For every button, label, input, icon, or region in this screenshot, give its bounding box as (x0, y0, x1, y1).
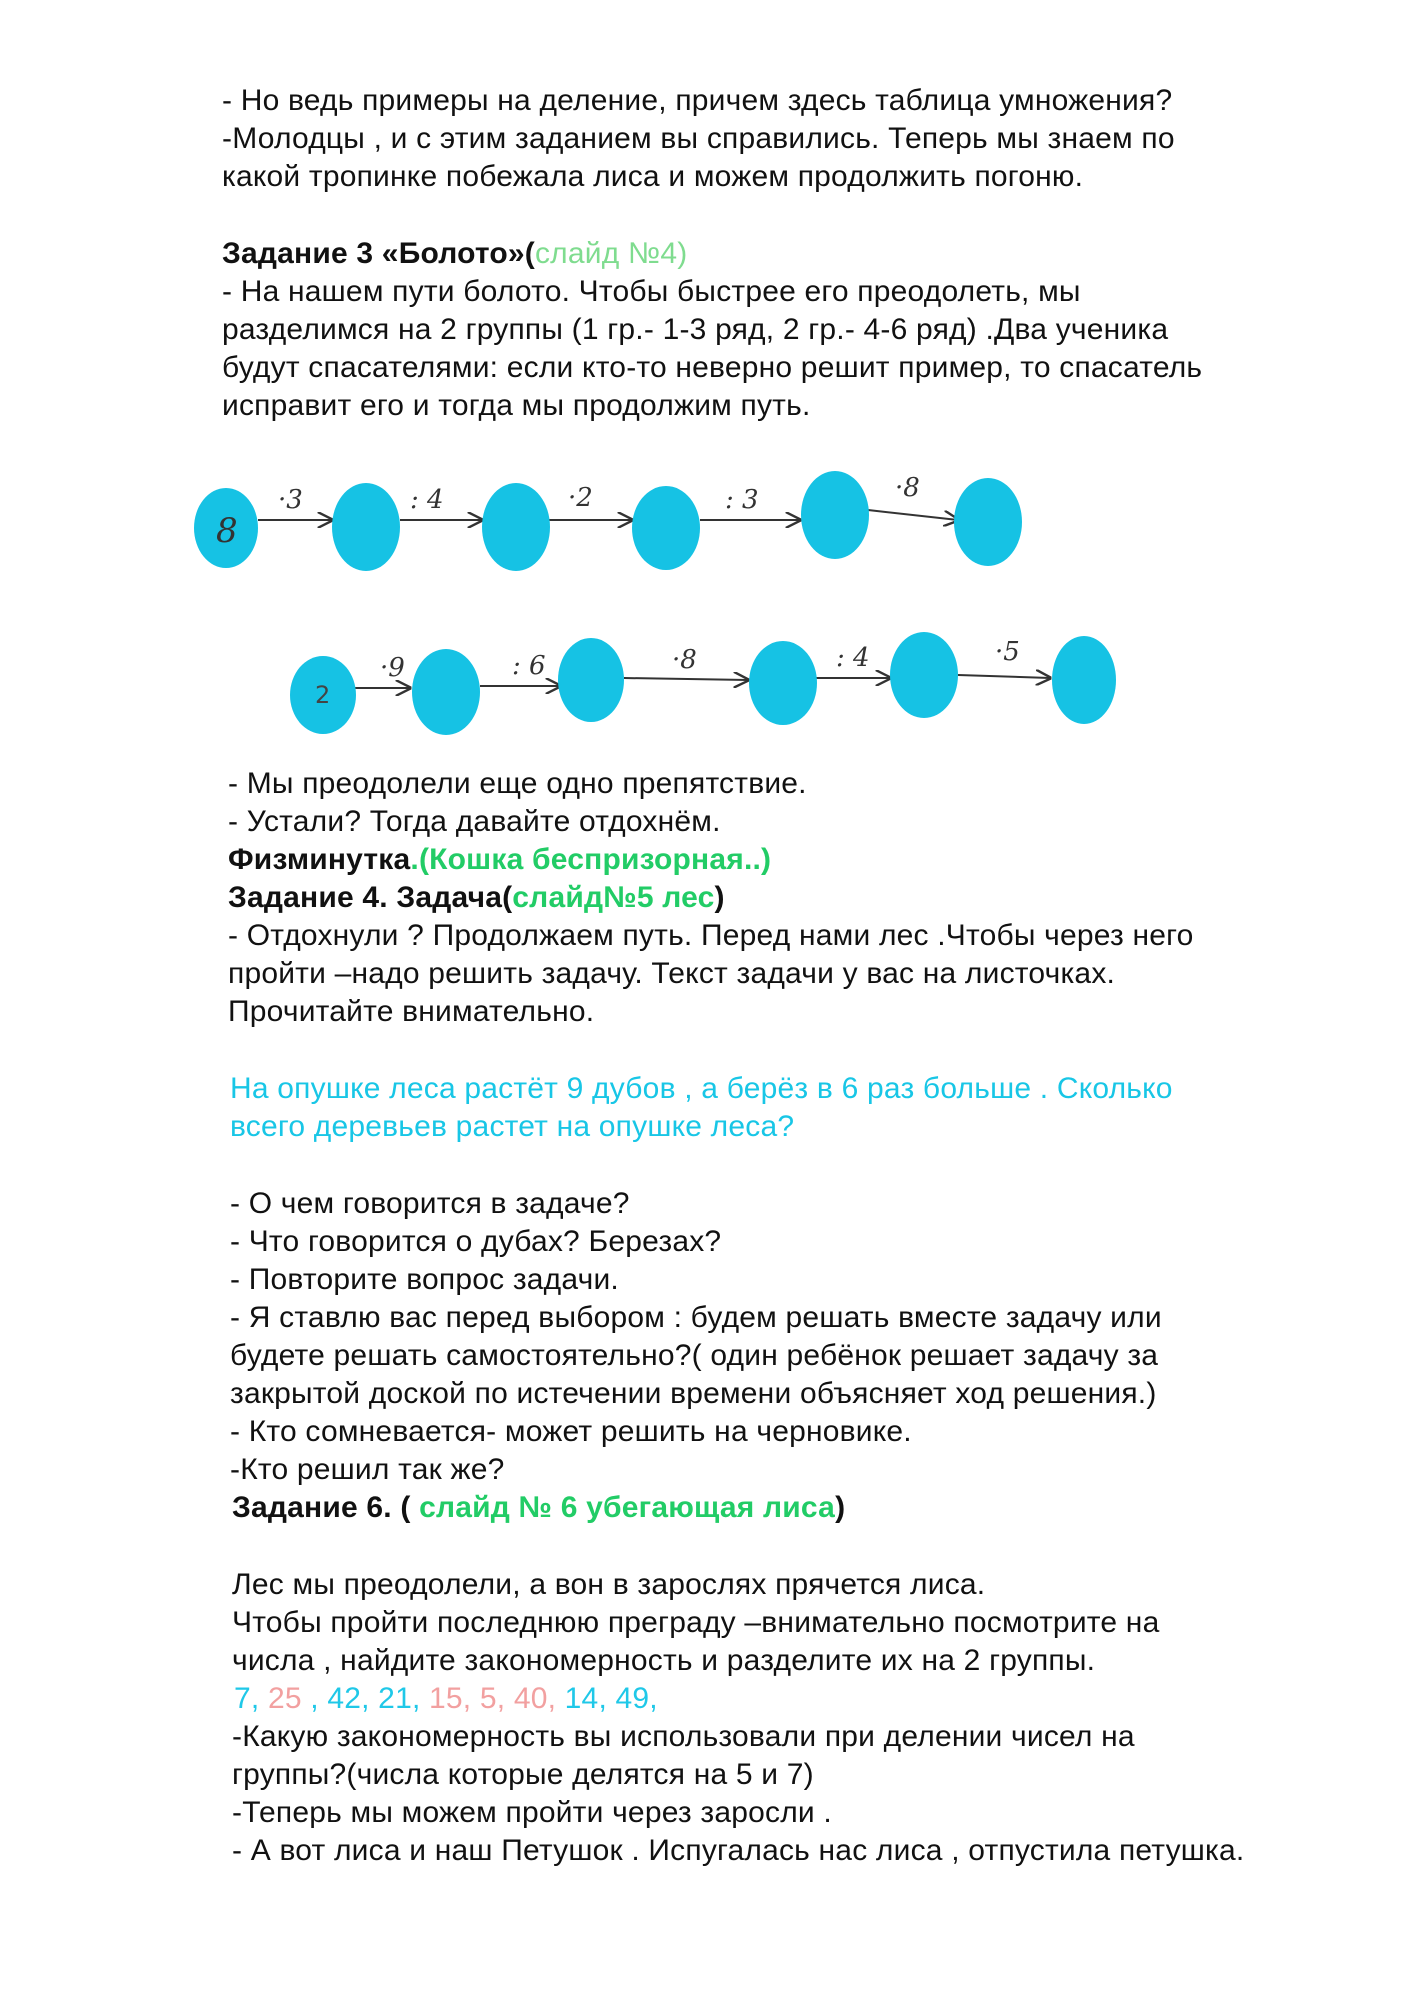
chain1-op-5: ·8 (895, 473, 920, 503)
question-3: - Повторите вопрос задачи. (230, 1263, 619, 1296)
intro-line-1: - Но ведь примеры на деление, причем здесь таблица умножения? (222, 84, 1173, 117)
number-item: , (301, 1682, 319, 1715)
chain1-op-2: : 4 (410, 485, 444, 515)
intro-line-3: какой тропинке побежала лиса и можем продолжить погоню. (222, 160, 1084, 193)
chain2-op-3: ·8 (672, 645, 697, 675)
task4-line-1: - Отдохнули ? Продолжаем путь. Перед нами лес .Чтобы через него (228, 919, 1194, 952)
task4-line-3: Прочитайте внимательно. (228, 995, 595, 1028)
problem-line-2: всего деревьев растет на опушке леса? (230, 1110, 795, 1143)
task3-slide: слайд №4) (534, 237, 688, 270)
task3-line-1: - На нашем пути болото. Чтобы быстрее его преодолеть, мы (222, 275, 1081, 308)
chain-2 (290, 632, 1116, 735)
task4-title: Задание 4. Задача( (228, 881, 513, 914)
chain-1 (194, 471, 1022, 571)
task3-line-4: исправит его и тогда мы продолжим путь. (222, 389, 811, 422)
task6-line-1: Лес мы преодолели, а вон в зарослях прячется лиса. (232, 1568, 986, 1601)
task6-title: Задание 6. ( (232, 1491, 420, 1524)
task3-line-3: будут спасателями: если кто-то неверно решит пример, то спасатель (222, 351, 1203, 384)
task3-title: Задание 3 «Болото»( (222, 237, 535, 270)
fizminutka-note: .(Кошка беспризорная..) (410, 843, 772, 876)
chain1-stone (632, 486, 700, 570)
question-8: -Кто решил так же? (230, 1453, 505, 1486)
chain2-stone (558, 638, 624, 722)
task6-slide: слайд № 6 убегающая лиса (419, 1491, 836, 1524)
question-1: - О чем говорится в задаче? (230, 1187, 630, 1220)
task6-line-3: числа , найдите закономерность и разделите их на 2 группы. (232, 1644, 1096, 1677)
problem-line-1: На опушке леса растёт 9 дубов , а берёз в 6 раз больше . Сколько (230, 1072, 1173, 1105)
chain1-start-number: 8 (216, 511, 238, 551)
fizminutka-heading (228, 841, 771, 879)
number-item: 15, (420, 1682, 472, 1715)
intro-line-2: -Молодцы , и с этим заданием вы справились. Теперь мы знаем по (222, 122, 1175, 155)
question-6: закрытой доской по истечении времени объясняет ход решения.) (230, 1377, 1157, 1410)
task4-slide: слайд№5 лес (512, 881, 715, 914)
fizminutka-label: Физминутка (228, 843, 411, 876)
number-item: 42, 21, (318, 1682, 421, 1715)
chain2-arrow-5 (958, 675, 1050, 678)
chain1-stone (954, 478, 1022, 566)
task4-close: ) (714, 881, 725, 914)
chain2-stone (749, 641, 817, 725)
chain2-op-1: ·9 (380, 653, 405, 683)
number-item: 25 (259, 1682, 302, 1715)
question-4: - Я ставлю вас перед выбором : будем решать вместе задачу или (230, 1301, 1162, 1334)
after-line-1: - Мы преодолели еще одно препятствие. (228, 767, 807, 800)
chain2-start-number: 2 (315, 681, 331, 709)
after-line-2: - Устали? Тогда давайте отдохнём. (228, 805, 721, 838)
chain2-stone (412, 649, 480, 735)
number-sequence (234, 1680, 658, 1718)
task6-line-5: группы?(числа которые делятся на 5 и 7) (232, 1758, 814, 1791)
chain2-op-4: : 4 (836, 643, 870, 673)
chain1-op-1: ·3 (278, 485, 303, 515)
swamp-diagram (0, 0, 1427, 760)
chain1-stone (801, 471, 869, 559)
task6-close: ) (835, 1491, 846, 1524)
number-item: 14, 49, (556, 1682, 658, 1715)
task6-heading (232, 1489, 845, 1527)
chain1-stone (482, 483, 550, 571)
chain1-op-3: ·2 (568, 483, 593, 513)
task6-line-6: -Теперь мы можем пройти через заросли . (232, 1796, 832, 1829)
chain1-op-4: : 3 (725, 485, 759, 515)
chain1-arrow-5 (868, 510, 958, 520)
number-item: 5, 40, (471, 1682, 557, 1715)
task6-line-4: -Какую закономерность вы использовали при делении чисел на (232, 1720, 1135, 1753)
chain2-op-5: ·5 (995, 637, 1020, 667)
task4-heading (228, 879, 725, 917)
task6-line-7: - А вот лиса и наш Петушок . Испугалась нас лиса , отпустила петушка. (232, 1834, 1245, 1867)
number-item: 7, (234, 1682, 260, 1715)
chain1-stone (332, 483, 400, 571)
chain2-stone (1052, 636, 1116, 724)
task4-line-2: пройти –надо решить задачу. Текст задачи у вас на листочках. (228, 957, 1116, 990)
chain2-arrow-3 (624, 678, 748, 680)
question-7: - Кто сомневается- может решить на черновике. (230, 1415, 912, 1448)
question-5: будете решать самостоятельно?( один ребёнок решает задачу за (230, 1339, 1159, 1372)
task3-line-2: разделимся на 2 группы (1 гр.- 1-3 ряд, 2 гр.- 4-6 ряд) .Два ученика (222, 313, 1169, 346)
question-2: - Что говорится о дубах? Березах? (230, 1225, 722, 1258)
chain2-op-2: : 6 (512, 651, 546, 681)
chain2-stone (890, 632, 958, 718)
task6-line-2: Чтобы пройти последнюю преграду –внимательно посмотрите на (232, 1606, 1160, 1639)
